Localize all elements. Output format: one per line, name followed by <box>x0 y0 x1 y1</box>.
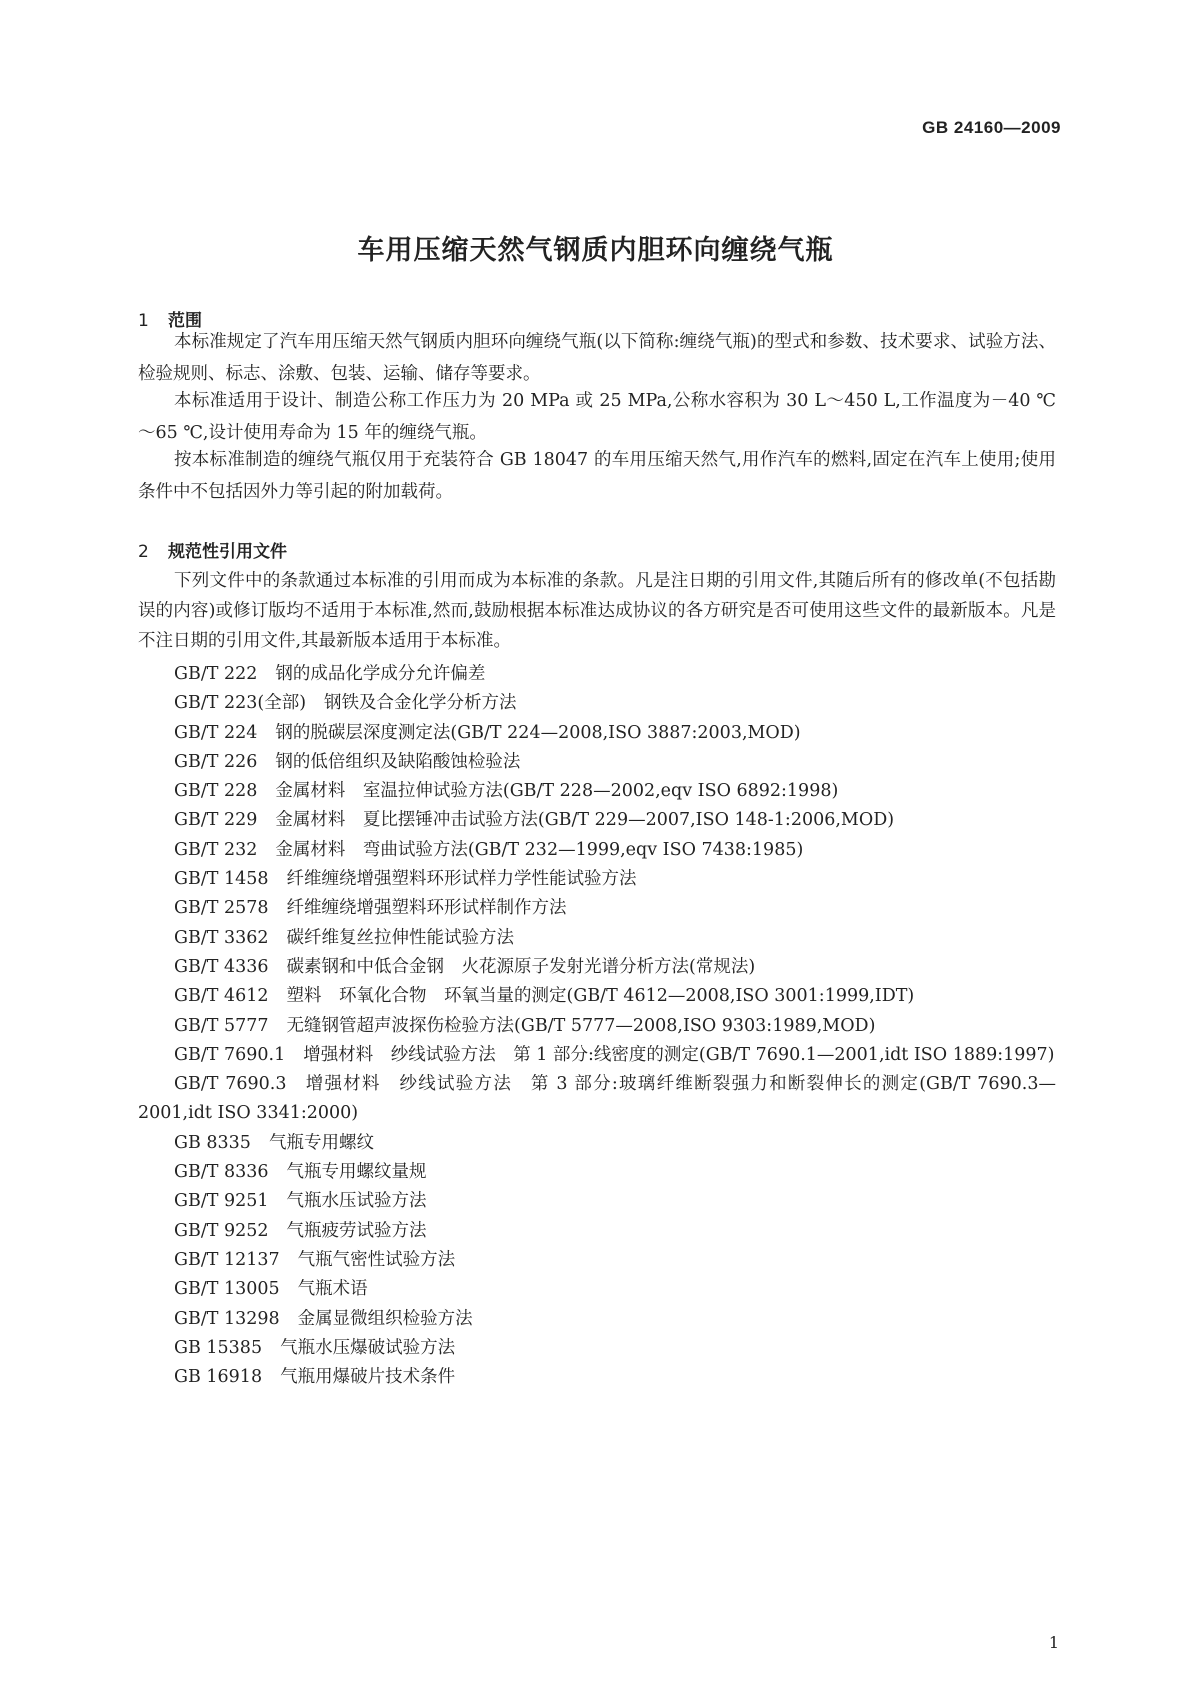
reference-title: 气瓶气密性试验方法 <box>297 1249 456 1270</box>
reference-item <box>138 1158 1056 1187</box>
reference-code: GB 16918 <box>174 1367 263 1388</box>
reference-code: GB 15385 <box>174 1337 263 1358</box>
reference-code: GB/T 7690.1 <box>174 1044 286 1065</box>
reference-item <box>138 806 1056 835</box>
reference-title: 气瓶疲劳试验方法 <box>286 1220 427 1241</box>
reference-code: GB/T 2578 <box>174 898 269 919</box>
paragraph: 按本标准制造的缠绕气瓶仅用于充装符合 GB 18047 的车用压缩天然气,用作汽车的燃料,固定在汽车上使用;使用条件中不包括因外力等引起的附加载荷。 <box>138 450 1056 502</box>
reference-code: GB/T 224 <box>174 722 258 743</box>
reference-item <box>138 1217 1056 1246</box>
reference-item <box>138 836 1056 865</box>
reference-item <box>138 894 1056 923</box>
reference-item <box>138 719 1056 748</box>
reference-code: GB/T 12137 <box>174 1249 280 1270</box>
reference-title: 金属显微组织检验方法 <box>297 1308 473 1329</box>
section-number: 1 <box>138 311 149 331</box>
reference-item <box>138 1305 1056 1334</box>
reference-title: 增强材料 纱线试验方法 第 3 部分:玻璃纤维断裂强力和断裂伸长的测定(GB/T 7690.3—2001,idt ISO 3341:2000) <box>138 1074 1056 1124</box>
reference-item <box>138 982 1056 1011</box>
reference-item <box>138 748 1056 777</box>
reference-title: 金属材料 弯曲试验方法(GB/T 232—1999,eqv ISO 7438:1985) <box>275 839 804 860</box>
reference-title: 纤维缠绕增强塑料环形试样力学性能试验方法 <box>286 869 637 890</box>
section-title: 规范性引用文件 <box>168 542 287 562</box>
reference-item <box>138 1070 1056 1129</box>
reference-item <box>138 924 1056 953</box>
reference-code: GB/T 223(全部) <box>174 693 307 714</box>
reference-title: 塑料 环氧化合物 环氧当量的测定(GB/T 4612—2008,ISO 3001:1999,IDT) <box>286 986 915 1007</box>
reference-title: 钢的成品化学成分允许偏差 <box>275 664 486 684</box>
reference-code: GB/T 4336 <box>174 956 269 977</box>
section-title: 范围 <box>168 311 202 331</box>
reference-item <box>138 1012 1056 1041</box>
document-code: GB 24160—2009 <box>922 118 1061 137</box>
reference-title: 气瓶用爆破片技术条件 <box>280 1367 456 1388</box>
reference-title: 钢的低倍组织及缺陷酸蚀检验法 <box>275 751 521 772</box>
reference-code: GB/T 229 <box>174 810 258 831</box>
paragraph: 本标准适用于设计、制造公称工作压力为 20 MPa 或 25 MPa,公称水容积为 30 L～450 L,工作温度为－40 ℃～65 ℃,设计使用寿命为 15 年的缠绕气瓶。 <box>138 391 1056 443</box>
document-title: 车用压缩天然气钢质内胆环向缠绕气瓶 <box>357 235 834 266</box>
reference-title: 碳素钢和中低合金钢 火花源原子发射光谱分析方法(常规法) <box>286 956 756 977</box>
reference-item <box>138 1041 1056 1070</box>
reference-code: GB/T 232 <box>174 839 258 860</box>
reference-list <box>138 660 1056 1392</box>
reference-title: 气瓶专用螺纹 <box>268 1132 374 1153</box>
paragraph: 下列文件中的条款通过本标准的引用而成为本标准的条款。凡是注日期的引用文件,其随后所有的修改单(不包括勘误的内容)或修订版均不适用于本标准,然而,鼓励根据本标准达成协议的各方研究是否可使用这些文件的最新版本。凡是不注日期的引用文件,其最新版本适用于本标准。 <box>138 571 1056 651</box>
section-heading-normative-references <box>138 537 287 562</box>
reference-title: 钢的脱碳层深度测定法(GB/T 224—2008,ISO 3887:2003,MOD) <box>275 722 801 743</box>
reference-item <box>138 660 1056 689</box>
section-number: 2 <box>138 542 149 562</box>
reference-item <box>138 1334 1056 1363</box>
reference-title: 气瓶水压试验方法 <box>286 1191 427 1212</box>
reference-item <box>138 953 1056 982</box>
page-number: 1 <box>1048 1633 1059 1652</box>
paragraph: 本标准规定了汽车用压缩天然气钢质内胆环向缠绕气瓶(以下简称:缠绕气瓶)的型式和参数、技术要求、试验方法、检验规则、标志、涂敷、包装、运输、储存等要求。 <box>138 332 1056 384</box>
reference-item <box>138 1275 1056 1304</box>
reference-code: GB/T 222 <box>174 664 258 684</box>
reference-code: GB/T 13298 <box>174 1308 280 1329</box>
reference-item <box>138 1129 1056 1158</box>
reference-title: 纤维缠绕增强塑料环形试样制作方法 <box>286 898 567 919</box>
reference-code: GB/T 5777 <box>174 1015 269 1036</box>
reference-code: GB/T 4612 <box>174 986 269 1007</box>
reference-code: GB 8335 <box>174 1132 251 1153</box>
reference-title: 增强材料 纱线试验方法 第 1 部分:线密度的测定(GB/T 7690.1—2001,idt ISO 1889:1997) <box>303 1044 1055 1065</box>
reference-code: GB/T 228 <box>174 781 258 802</box>
reference-code: GB/T 1458 <box>174 869 269 890</box>
reference-item <box>138 1187 1056 1216</box>
reference-item <box>138 689 1056 718</box>
reference-title: 无缝钢管超声波探伤检验方法(GB/T 5777—2008,ISO 9303:1989,MOD) <box>286 1015 876 1036</box>
reference-code: GB/T 7690.3 <box>174 1074 287 1095</box>
reference-item <box>138 777 1056 806</box>
reference-title: 碳纤维复丝拉伸性能试验方法 <box>286 927 515 948</box>
reference-title: 气瓶水压爆破试验方法 <box>280 1337 456 1358</box>
reference-item <box>138 1246 1056 1275</box>
reference-item <box>138 1363 1056 1392</box>
reference-title: 气瓶专用螺纹量规 <box>286 1162 427 1183</box>
reference-item <box>138 865 1056 894</box>
reference-title: 钢铁及合金化学分析方法 <box>324 693 517 714</box>
reference-title: 金属材料 室温拉伸试验方法(GB/T 228—2002,eqv ISO 6892:1998) <box>275 781 839 802</box>
reference-code: GB/T 13005 <box>174 1279 280 1300</box>
reference-title: 气瓶术语 <box>297 1279 368 1300</box>
reference-code: GB/T 9251 <box>174 1191 269 1212</box>
reference-code: GB/T 3362 <box>174 927 269 948</box>
reference-code: GB/T 9252 <box>174 1220 269 1241</box>
reference-code: GB/T 226 <box>174 751 258 772</box>
reference-code: GB/T 8336 <box>174 1162 269 1183</box>
reference-title: 金属材料 夏比摆锤冲击试验方法(GB/T 229—2007,ISO 148-1:2006,MOD) <box>275 810 895 831</box>
